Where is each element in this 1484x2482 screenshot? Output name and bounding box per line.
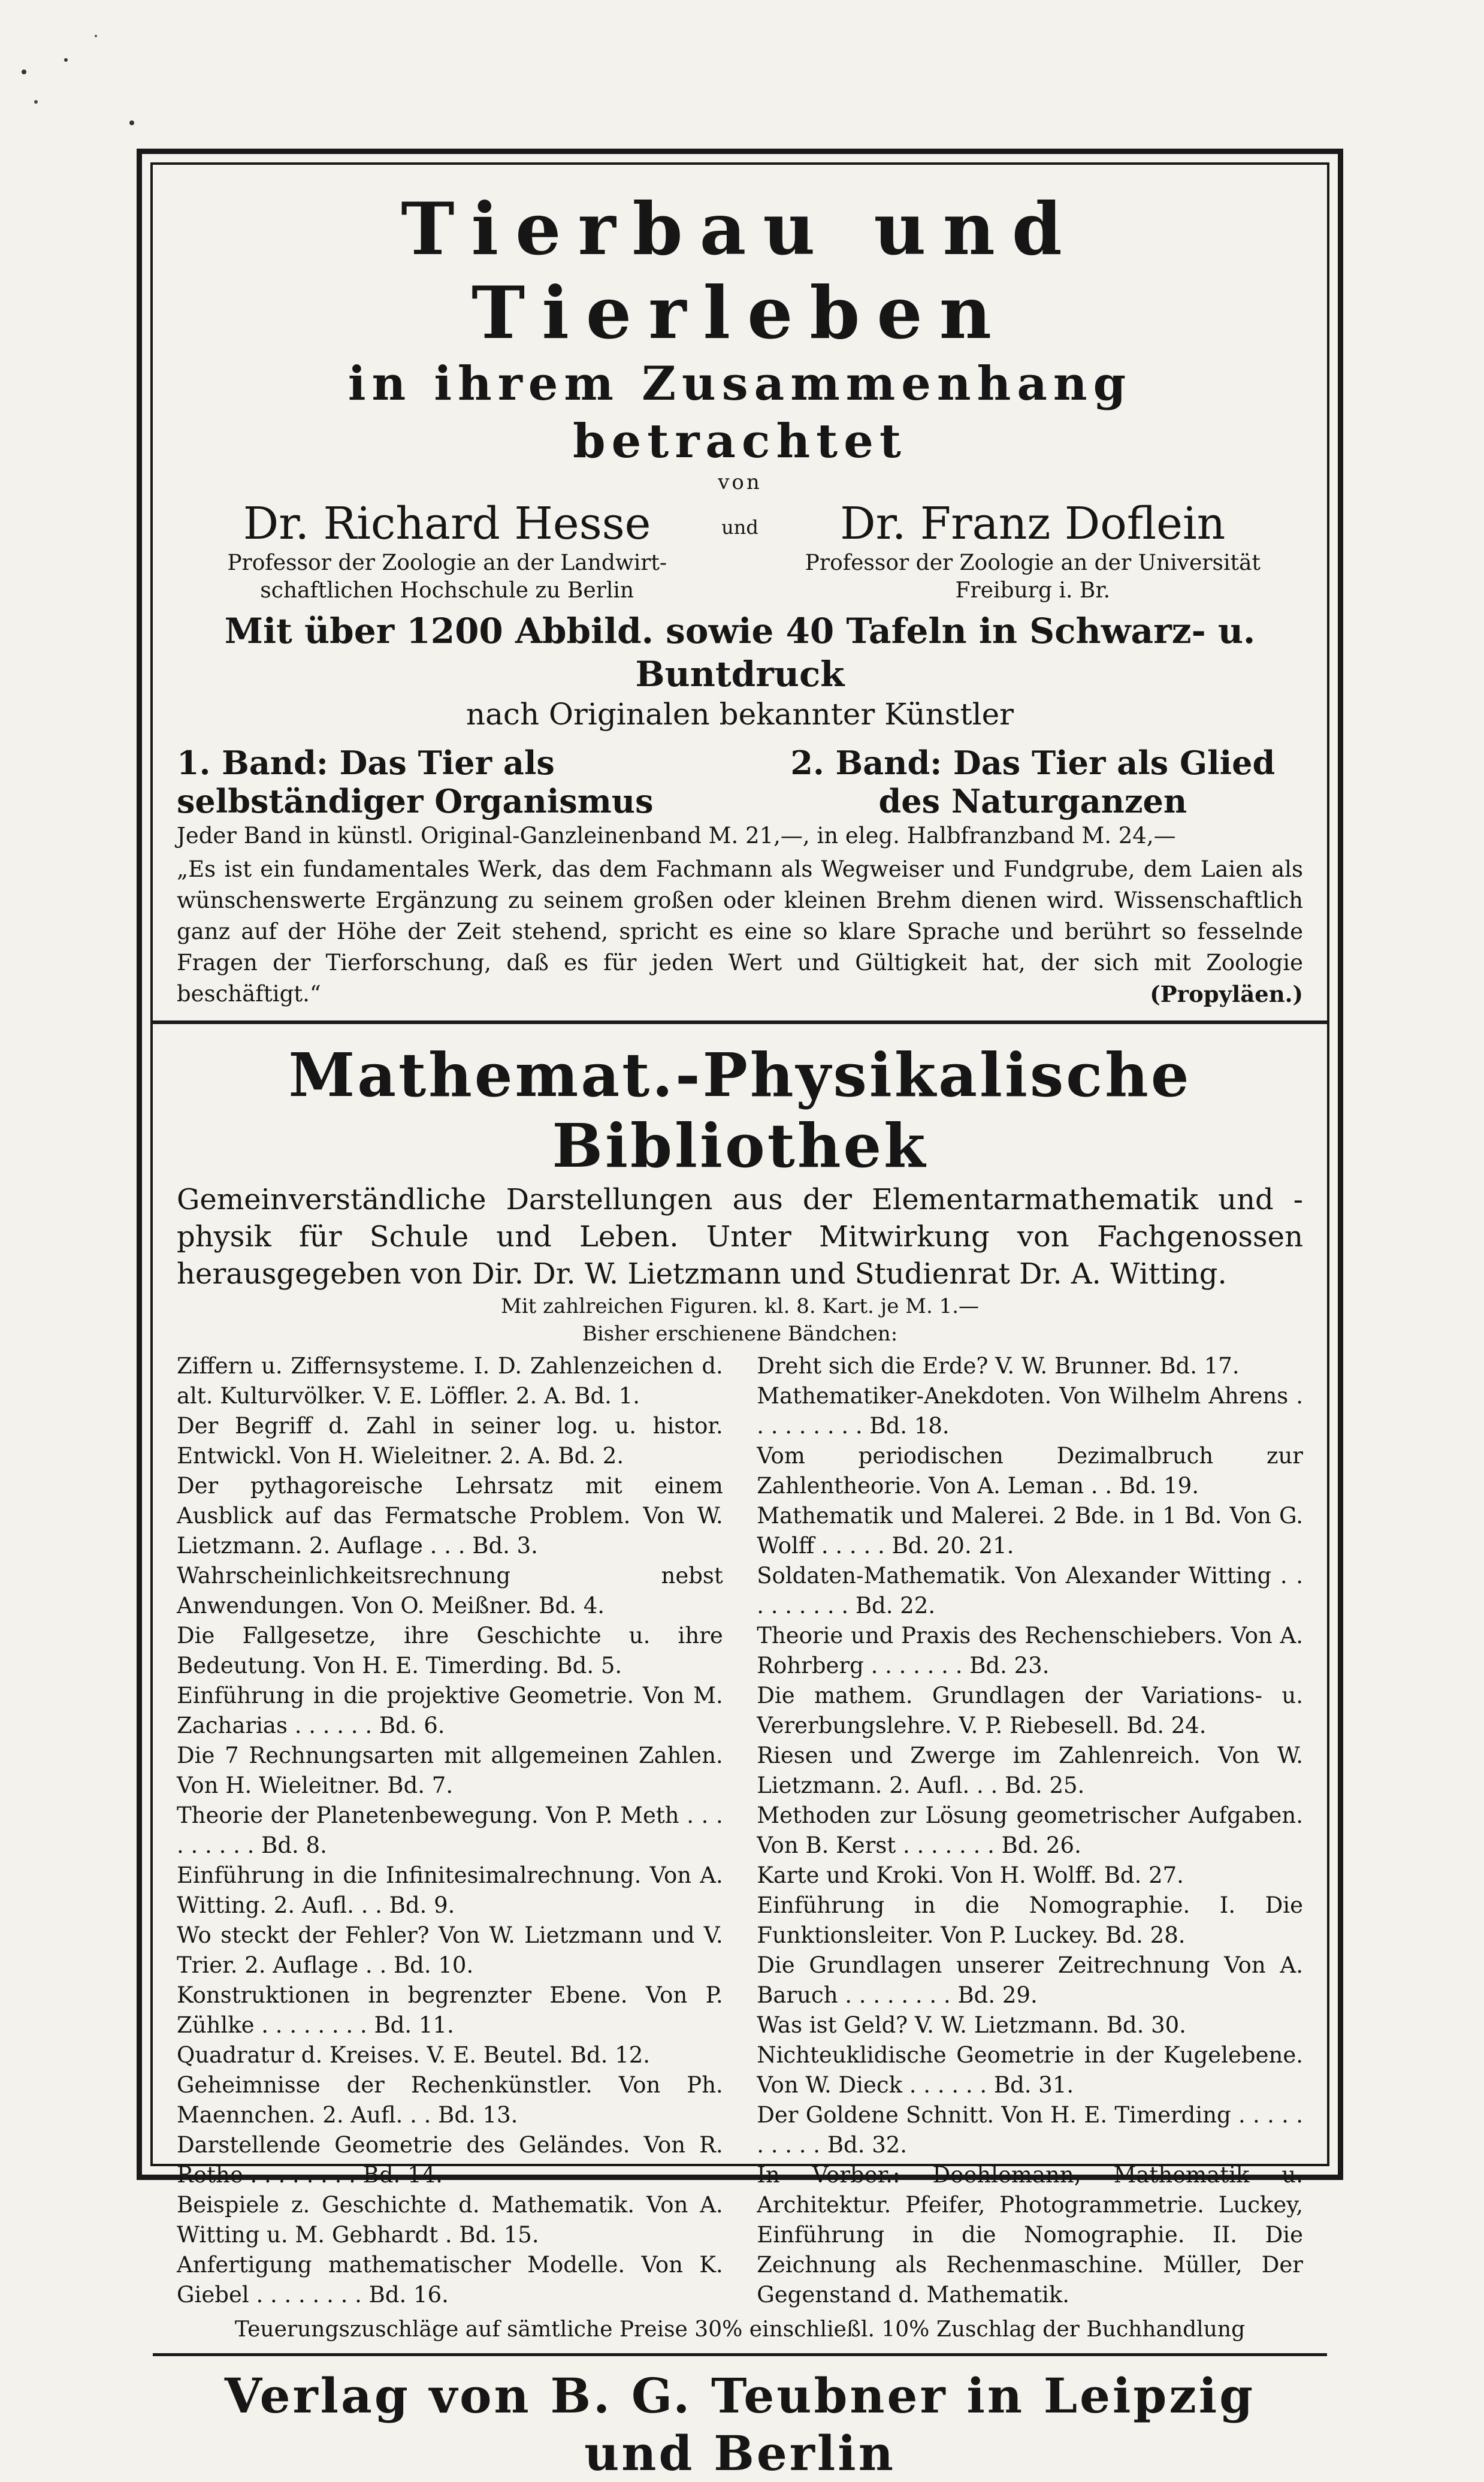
ad1-review-quote: „Es ist ein fundamentales Werk, das dem Fachmann als Wegweiser und Fundgrube, dem Laien als wünschenswerte Ergänzung zu seinem großen oder kleinen Brehm dienen wird. Wissenschaftlich ganz auf der Höhe der Zeit stehend, spricht es eine so klare Sprache und berührt so fesselnde Fragen der Tierforschung, daß es für jeden Wert und Gültigkeit hat, der sich mit Zoologie beschäftigt.“ (177, 856, 1303, 1007)
list-item: Geheimnisse der Rechenkünstler. Von Ph. Maennchen. 2. Aufl. . . Bd. 13. (177, 2072, 723, 2128)
list-item: Die mathem. Grundlagen der Variations- u. Vererbungslehre. V. P. Riebesell. Bd. 24. (757, 1683, 1303, 1738)
list-item: Ziffern u. Ziffernsysteme. I. D. Zahlenzeichen d. alt. Kulturvölker. V. E. Löffler. 2. A. Bd. 1. (177, 1353, 723, 1409)
list-item: Konstruktionen in begrenzter Ebene. Von P. Zühlke . . . . . . . . Bd. 11. (177, 1982, 723, 2038)
section-divider (153, 1020, 1327, 1024)
list-item: Nichteuklidische Geometrie in der Kugelebene. Von W. Dieck . . . . . . Bd. 31. (757, 2042, 1303, 2098)
list-item: Theorie der Planetenbewegung. Von P. Meth . . . . . . . . . Bd. 8. (177, 1802, 723, 1858)
ad2-published-heading: Bisher erschienene Bändchen: (582, 1322, 898, 1346)
list-item: In Vorber.: Doehlemann, Mathematik u. Architektur. Pfeifer, Photogrammetrie. Luckey, Einführung in die Nomographie. II. Die Zeichnung als Rechenmaschine. Müller, Der Gegenstand d. Mathematik. (757, 2162, 1303, 2308)
ad1-volume-2: 2. Band: Das Tier als Glied des Naturganzen (790, 744, 1276, 820)
ad1-authors (177, 498, 1303, 605)
ad1-volumes (177, 744, 1303, 820)
list-item: Riesen und Zwerge im Zahlenreich. Von W. Lietzmann. 2. Aufl. . . Bd. 25. (757, 1743, 1303, 1798)
author-hesse (177, 498, 717, 605)
author-doflein-name: Dr. Franz Doflein (840, 498, 1226, 549)
ad2-figures-price: Mit zahlreichen Figuren. kl. 8. Kart. je M. 1.— (500, 1294, 980, 1318)
list-item: Die Fallgesetze, ihre Geschichte u. ihre Bedeutung. Von H. E. Timerding. Bd. 5. (177, 1623, 723, 1678)
list-item: Quadratur d. Kreises. V. E. Beutel. Bd. 12. (177, 2042, 651, 2068)
list-item: Mathematiker-Anekdoten. Von Wilhelm Ahrens . . . . . . . . . Bd. 18. (757, 1383, 1303, 1439)
ad1-review-source: (Propyläen.) (1150, 981, 1303, 1007)
list-item: Die Grundlagen unserer Zeitrechnung Von A. Baruch . . . . . . . . Bd. 29. (757, 1952, 1303, 2008)
list-item: Wahrscheinlichkeitsrechnung nebst Anwendungen. Von O. Meißner. Bd. 4. (177, 1563, 723, 1619)
ad1-von: von (718, 470, 762, 494)
ad1-price: Jeder Band in künstl. Original-Ganzleinenband M. 21,—, in eleg. Halbfranzband M. 24,— (177, 823, 1176, 849)
list-item: Der Begriff d. Zahl in seiner log. u. histor. Entwickl. Von H. Wieleitner. 2. A. Bd. 2. (177, 1413, 723, 1469)
list-item: Vom periodischen Dezimalbruch zur Zahlentheorie. Von A. Leman . . Bd. 19. (757, 1443, 1303, 1499)
ad2-title: Mathemat.-Physikalische Bibliothek (288, 1040, 1192, 1181)
advertisement-inner-border (150, 162, 1329, 2481)
ad1-title-line2: in ihrem Zusammenhang betrachtet (347, 357, 1132, 469)
publisher-imprint: Verlag von B. G. Teubner in Leipzig und Berlin (224, 2368, 1256, 2481)
ad2-subtitle: Gemeinverständliche Darstellungen aus der Elementarmathematik und -physik für Schule und Leben. Unter Mitwirkung von Fachgenossen herausgegeben von Dir. Dr. W. Lietzmann und Studienrat Dr. A. Witting. (177, 1183, 1303, 1291)
ad2-right-column (757, 1351, 1303, 2310)
ad1-illustrations: Mit über 1200 Abbild. sowie 40 Tafeln in Schwarz- u. Buntdruck (224, 611, 1256, 695)
author-hesse-name: Dr. Richard Hesse (243, 498, 651, 549)
list-item: Einführung in die Nomographie. I. Die Funktionsleiter. Von P. Luckey. Bd. 28. (757, 1892, 1303, 1948)
list-item: Einführung in die Infinitesimalrechnung. Von A. Witting. 2. Aufl. . . Bd. 9. (177, 1862, 723, 1918)
list-item: Theorie und Praxis des Rechenschiebers. Von A. Rohrberg . . . . . . . Bd. 23. (757, 1623, 1303, 1678)
author-hesse-title: Professor der Zoologie an der Landwirt-schaftlichen Hochschule zu Berlin (227, 551, 667, 603)
list-item: Einführung in die projektive Geometrie. Von M. Zacharias . . . . . . Bd. 6. (177, 1683, 723, 1738)
advertisement-frame (137, 149, 1343, 2481)
ad1-title-line1: Tierbau und Tierleben (401, 187, 1079, 355)
list-item: Anfertigung mathematischer Modelle. Von K. Giebel . . . . . . . . Bd. 16. (177, 2252, 723, 2308)
list-item: Dreht sich die Erde? V. W. Brunner. Bd. 17. (757, 1353, 1240, 1379)
list-item: Soldaten-Mathematik. Von Alexander Witting . . . . . . . . . Bd. 22. (757, 1563, 1303, 1619)
author-doflein (763, 498, 1303, 605)
list-item: Der Goldene Schnitt. Von H. E. Timerding . . . . . . . . . . Bd. 32. (757, 2102, 1303, 2158)
list-item: Wo steckt der Fehler? Von W. Lietzmann und V. Trier. 2. Auflage . . Bd. 10. (177, 1922, 723, 1978)
math-physics-library-ad (177, 1040, 1303, 2345)
list-item: Die 7 Rechnungsarten mit allgemeinen Zahlen. Von H. Wieleitner. Bd. 7. (177, 1743, 723, 1798)
list-item: Karte und Kroki. Von H. Wolff. Bd. 27. (757, 1862, 1184, 1888)
list-item: Beispiele z. Geschichte d. Mathematik. Von A. Witting u. M. Gebhardt . Bd. 15. (177, 2192, 723, 2248)
ad1-artists: nach Originalen bekannter Künstler (466, 697, 1014, 732)
list-item: Darstellende Geometrie des Geländes. Von R. Rothe . . . . . . . . Bd. 14. (177, 2132, 723, 2188)
scan-specks (0, 0, 1484, 156)
ad1-volume-1: 1. Band: Das Tier als selbständiger Organismus (177, 744, 654, 820)
ad1-und: und (721, 516, 758, 539)
ad1-review (177, 854, 1303, 1010)
ad2-left-column (177, 1351, 723, 2310)
ad2-volume-list (177, 1351, 1303, 2310)
list-item: Mathematik und Malerei. 2 Bde. in 1 Bd. Von G. Wolff . . . . . Bd. 20. 21. (757, 1503, 1303, 1559)
ad2-surcharge-note: Teuerungszuschläge auf sämtliche Preise 30% einschließl. 10% Zuschlag der Buchhandlung (234, 2317, 1246, 2342)
author-doflein-title: Professor der Zoologie an der Universität Freiburg i. Br. (805, 551, 1261, 603)
list-item: Der pythagoreische Lehrsatz mit einem Ausblick auf das Fermatsche Problem. Von W. Lietzmann. 2. Auflage . . . Bd. 3. (177, 1473, 723, 1559)
list-item: Was ist Geld? V. W. Lietzmann. Bd. 30. (757, 2012, 1186, 2038)
zoology-book-ad (177, 188, 1303, 1010)
list-item: Methoden zur Lösung geometrischer Aufgaben. Von B. Kerst . . . . . . . Bd. 26. (757, 1802, 1303, 1858)
footer-divider (153, 2353, 1327, 2356)
